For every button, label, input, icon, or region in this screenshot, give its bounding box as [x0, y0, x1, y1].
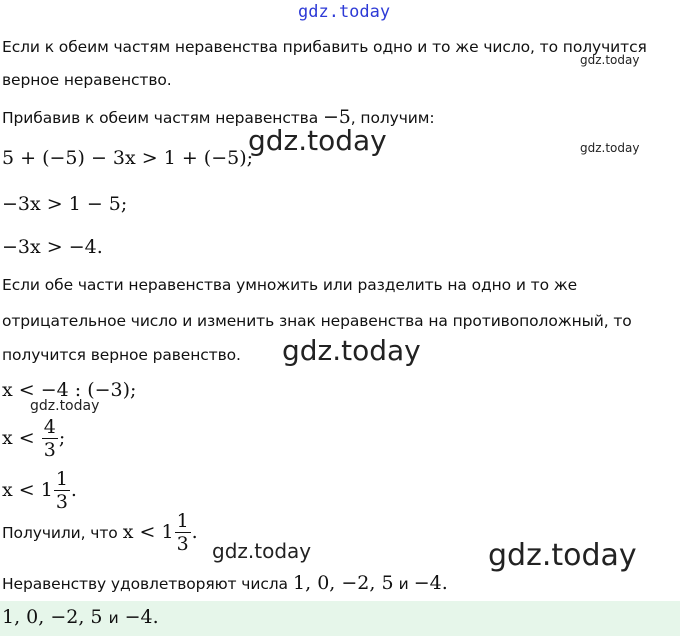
paragraph-4-inequality	[122, 510, 198, 555]
equation-6	[2, 470, 77, 512]
paragraph-2-suffix: , получим:	[350, 109, 435, 127]
equation-3: −3x > −4.	[2, 236, 103, 258]
paragraph-3-line-1: Если обе части неравенства умножить или разделить на одно и то же	[2, 276, 578, 294]
paragraph-1-line-1: Если к обеим частям неравенства прибавить одно и то же число, то получится	[2, 38, 647, 56]
inequality-lhs: x < 1	[122, 521, 174, 543]
equation-2: −3x > 1 − 5;	[2, 193, 128, 215]
equation-4: x < −4 : (−3);	[2, 379, 137, 401]
paragraph-5-and: и	[398, 575, 409, 593]
watermark-small: gdz.today	[30, 398, 100, 414]
header-watermark: gdz.today	[298, 2, 391, 22]
answer-and: и	[108, 609, 119, 627]
paragraph-5-last: −4.	[413, 572, 448, 594]
watermark-large: gdz.today	[282, 334, 421, 367]
equation-5-denominator: 3	[43, 439, 56, 461]
paragraph-5	[2, 572, 448, 594]
equation-6-fraction	[54, 470, 70, 512]
paragraph-3-line-2: отрицательное число и изменить знак неравенства на противоположный, то	[2, 312, 632, 330]
equation-1: 5 + (−5) − 3x > 1 + (−5);	[2, 147, 254, 169]
answer-numbers: 1, 0, −2, 5	[2, 606, 103, 628]
equation-5	[2, 418, 65, 460]
watermark-large: gdz.today	[248, 124, 387, 157]
paragraph-1-line-2: верное неравенство.	[2, 71, 172, 89]
paragraph-2-prefix: Прибавив к обеим частям неравенства	[2, 109, 319, 127]
equation-5-lhs: x <	[2, 427, 35, 449]
paragraph-5-numbers: 1, 0, −2, 5	[293, 572, 394, 594]
watermark-small: gdz.today	[580, 141, 640, 155]
equation-6-denominator: 3	[55, 491, 68, 513]
paragraph-5-text: Неравенству удовлетворяют числа	[2, 575, 288, 593]
answer-text	[2, 606, 159, 628]
inequality-fraction	[175, 512, 191, 554]
watermark-large: gdz.today	[488, 538, 637, 573]
paragraph-2-number: −5	[322, 106, 351, 128]
watermark-small: gdz.today	[580, 53, 640, 67]
equation-6-end: .	[70, 479, 77, 501]
equation-5-fraction	[42, 418, 58, 460]
equation-6-lhs: x < 1	[2, 479, 53, 501]
equation-5-numerator: 4	[43, 416, 56, 438]
equation-6-numerator: 1	[55, 468, 68, 490]
paragraph-4	[2, 512, 198, 554]
answer-box	[0, 601, 680, 636]
paragraph-4-prefix: Получили, что	[2, 524, 118, 542]
answer-last: −4.	[124, 606, 159, 628]
inequality-denominator: 3	[176, 533, 189, 555]
watermark-medium: gdz.today	[212, 539, 312, 563]
equation-5-end: ;	[58, 427, 66, 449]
paragraph-3-line-3: получится верное равенство.	[2, 346, 241, 364]
inequality-numerator: 1	[176, 510, 189, 532]
inequality-end: .	[191, 521, 198, 543]
